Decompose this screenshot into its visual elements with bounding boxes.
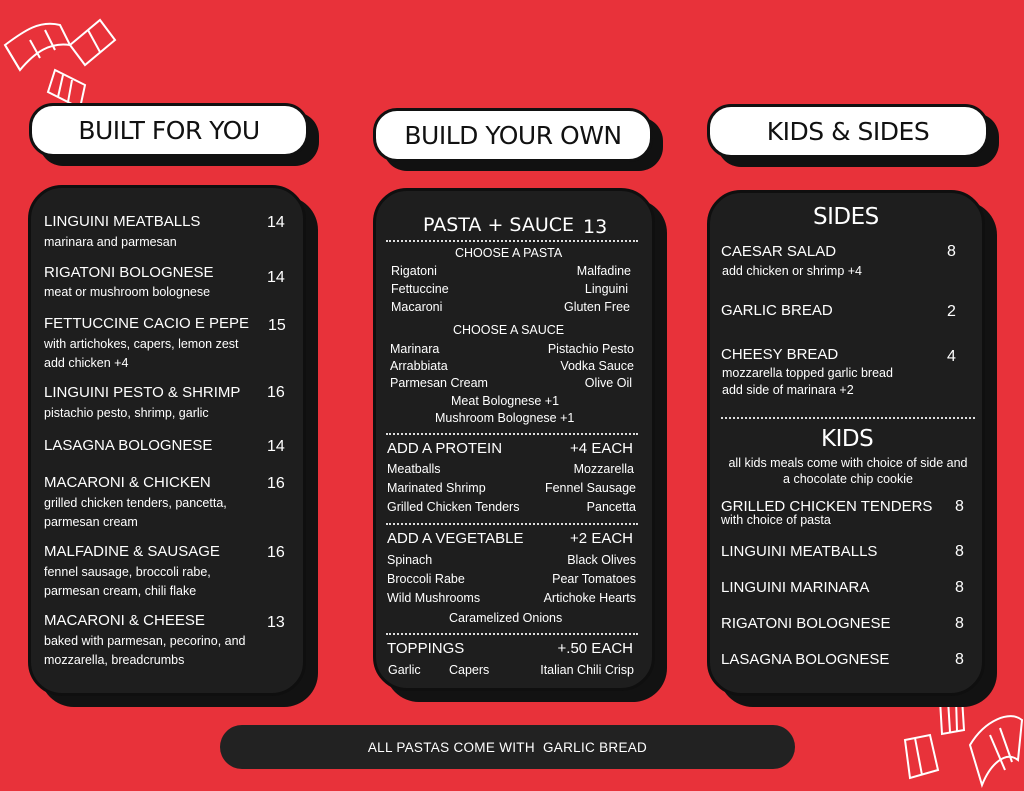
choose-sauce-heading: CHOOSE A SAUCE — [453, 323, 565, 337]
topping-option: Capers — [449, 663, 490, 677]
item-description: with choice of pasta — [721, 513, 831, 527]
sauce-option: Marinara — [390, 342, 440, 356]
item-price: 8 — [955, 615, 964, 632]
vegetable-option: Black Olives — [567, 553, 636, 567]
item-price: 4 — [947, 348, 956, 365]
protein-option: Grilled Chicken Tenders — [387, 500, 520, 514]
kids-heading: KIDS — [821, 426, 874, 452]
item-description: mozzarella, breadcrumbs — [44, 653, 185, 667]
protein-option: Pancetta — [586, 500, 636, 514]
tab-kids-sides: KIDS & SIDES — [707, 104, 989, 158]
protein-option: Marinated Shrimp — [387, 481, 486, 495]
pasta-option: Macaroni — [391, 300, 443, 314]
vegetable-option: Wild Mushrooms — [387, 591, 481, 605]
item-price: 13 — [267, 614, 285, 631]
item-description: meat or mushroom bolognese — [44, 285, 211, 299]
vegetable-heading: ADD A VEGETABLE — [387, 530, 524, 547]
item-price: 16 — [267, 544, 285, 561]
item-price: 8 — [955, 651, 964, 668]
item-name: RIGATONI BOLOGNESE — [721, 615, 891, 632]
sides-heading: SIDES — [813, 204, 879, 230]
pasta-option: Malfadine — [576, 264, 631, 278]
item-description: baked with parmesan, pecorino, and — [44, 634, 246, 648]
item-name: LASAGNA BOLOGNESE — [44, 437, 213, 454]
rigatoni-decoration-icon — [0, 0, 120, 110]
pasta-option: Fettuccine — [391, 282, 449, 296]
pasta-sauce-title: PASTA + SAUCE — [423, 214, 575, 236]
item-price: 16 — [267, 384, 285, 401]
item-name: RIGATONI BOLOGNESE — [44, 264, 214, 281]
protein-option: Mozzarella — [573, 462, 634, 476]
item-name: LINGUINI MEATBALLS — [44, 213, 201, 230]
item-description: add side of marinara +2 — [722, 383, 854, 397]
item-price: 8 — [955, 498, 964, 515]
item-name: GRILLED CHICKEN TENDERS — [721, 498, 933, 515]
footer-note: ALL PASTAS COME WITH GARLIC BREAD — [220, 725, 795, 769]
item-name: LASAGNA BOLOGNESE — [721, 651, 890, 668]
item-price: 8 — [955, 543, 964, 560]
rigatoni-decoration-icon — [900, 690, 1024, 791]
tab-build-your-own: BUILD YOUR OWN — [373, 108, 653, 162]
sauce-option: Parmesan Cream — [390, 376, 488, 390]
item-description: parmesan cream — [44, 515, 138, 529]
item-description: with artichokes, capers, lemon zest — [44, 337, 239, 351]
item-name: LINGUINI PESTO & SHRIMP — [44, 384, 241, 401]
toppings-heading: TOPPINGS — [387, 640, 465, 657]
divider — [386, 433, 638, 435]
item-price: 14 — [267, 269, 285, 286]
vegetable-option: Broccoli Rabe — [387, 572, 465, 586]
topping-option: Garlic — [388, 663, 421, 677]
kids-note: all kids meals come with choice of side and a chocolate chip cookie — [728, 456, 968, 486]
item-price: 14 — [267, 214, 285, 231]
item-name: MACARONI & CHEESE — [44, 612, 205, 629]
item-description: pistachio pesto, shrimp, garlic — [44, 406, 209, 420]
item-description: add chicken +4 — [44, 356, 129, 370]
item-name: LINGUINI MARINARA — [721, 579, 870, 596]
divider — [386, 240, 638, 242]
vegetable-option: Artichoke Hearts — [543, 591, 636, 605]
item-description: grilled chicken tenders, pancetta, — [44, 496, 227, 510]
divider — [386, 633, 638, 635]
sauce-option: Arrabbiata — [390, 359, 448, 373]
item-price: 8 — [947, 243, 956, 260]
tab-built-for-you: BUILT FOR YOU — [29, 103, 309, 157]
divider — [721, 417, 975, 419]
sauce-option: Pistachio Pesto — [547, 342, 634, 356]
sauce-option: Olive Oil — [584, 376, 632, 390]
item-description: mozzarella topped garlic bread — [722, 366, 893, 380]
item-description: marinara and parmesan — [44, 235, 177, 249]
pasta-option: Gluten Free — [563, 300, 630, 314]
pasta-sauce-price: 13 — [583, 216, 608, 238]
protein-option: Meatballs — [387, 462, 441, 476]
vegetable-option: Pear Tomatoes — [552, 572, 636, 586]
toppings-price: +.50 EACH — [557, 640, 633, 657]
item-name: LINGUINI MEATBALLS — [721, 543, 878, 560]
item-price: 15 — [268, 317, 286, 334]
divider — [386, 523, 638, 525]
protein-price: +4 EACH — [570, 440, 633, 457]
protein-option: Fennel Sausage — [544, 481, 636, 495]
vegetable-price: +2 EACH — [570, 530, 633, 547]
choose-pasta-heading: CHOOSE A PASTA — [455, 246, 563, 260]
item-price: 14 — [267, 438, 285, 455]
pasta-option: Rigatoni — [391, 264, 437, 278]
item-name: CHEESY BREAD — [721, 346, 839, 363]
item-name: CAESAR SALAD — [721, 243, 837, 260]
pasta-option: Linguini — [584, 282, 628, 296]
sauce-option: Meat Bolognese +1 — [451, 394, 560, 408]
item-description: fennel sausage, broccoli rabe, — [44, 565, 211, 579]
item-price: 16 — [267, 475, 285, 492]
vegetable-option: Caramelized Onions — [449, 611, 563, 625]
item-description: add chicken or shrimp +4 — [722, 264, 863, 278]
vegetable-option: Spinach — [387, 553, 433, 567]
item-price: 2 — [947, 303, 956, 320]
item-price: 8 — [955, 579, 964, 596]
protein-heading: ADD A PROTEIN — [387, 440, 503, 457]
item-name: MALFADINE & SAUSAGE — [44, 543, 220, 560]
topping-option: Italian Chili Crisp — [540, 663, 634, 677]
item-name: FETTUCCINE CACIO E PEPE — [44, 315, 250, 332]
sauce-option: Vodka Sauce — [560, 359, 634, 373]
item-description: parmesan cream, chili flake — [44, 584, 197, 598]
item-name: GARLIC BREAD — [721, 302, 833, 319]
item-name: MACARONI & CHICKEN — [44, 474, 211, 491]
sauce-option: Mushroom Bolognese +1 — [435, 411, 575, 425]
